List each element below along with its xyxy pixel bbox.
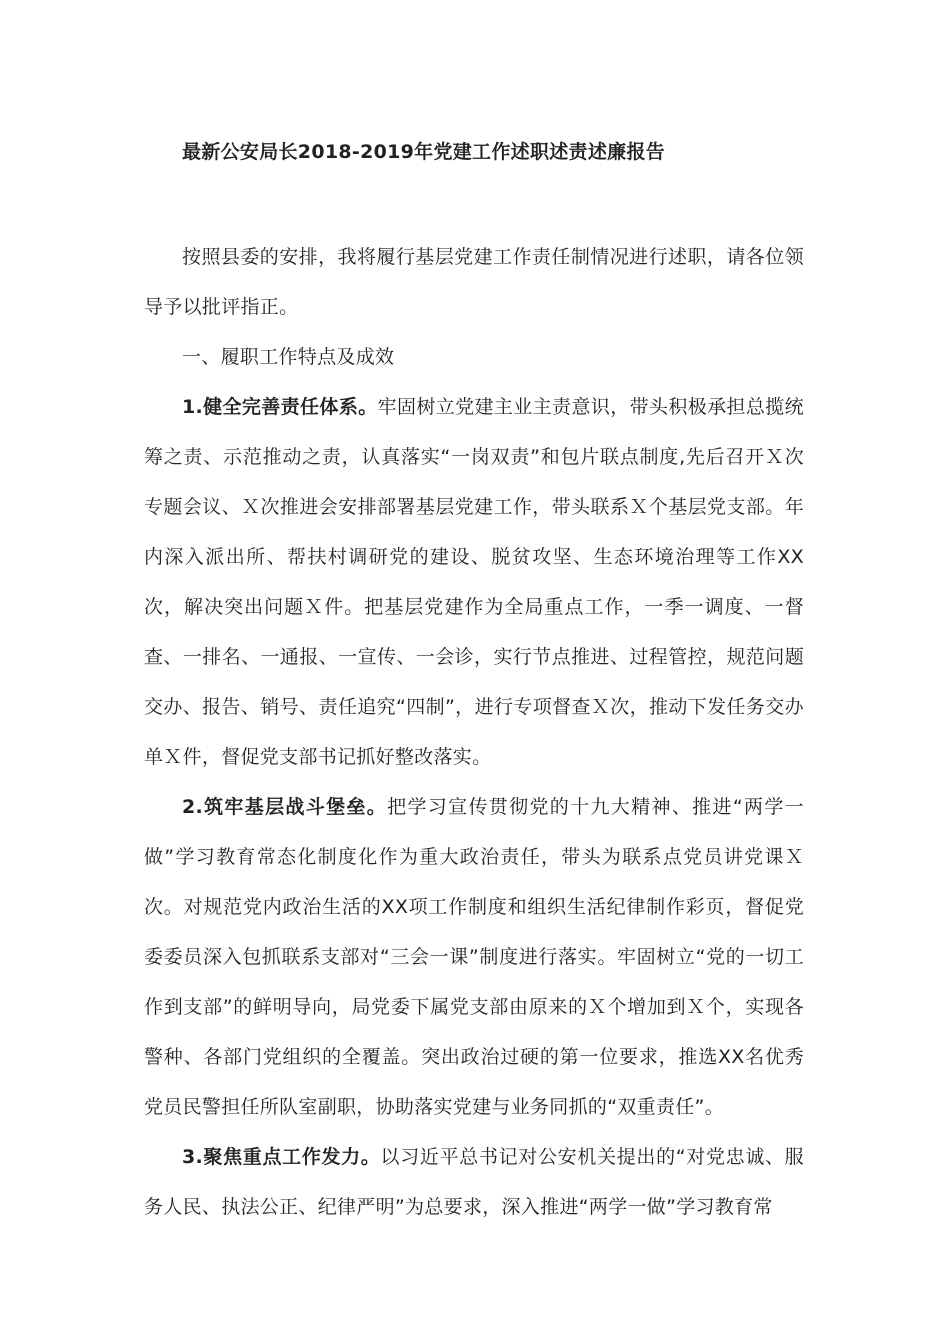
paragraph-2 [144, 782, 804, 1132]
paragraph-3-lead: 3.聚焦重点工作发力。 [182, 1146, 381, 1168]
intro-paragraph: 按照县委的安排，我将履行基层党建工作责任制情况进行述职，请各位领导予以批评指正。 [144, 246, 804, 318]
paragraph-2-text: 把学习宣传贯彻党的十九大精神、推进“两学一做”学习教育常态化制度化作为重大政治责任，带头为联系点党员讲党课Ｘ次。对规范党内政治生活的XX项工作制度和组织生活纪律制作彩页，督促党委委员深入包抓联系支部对“三会一课”制度进行落实。牢固树立“党的一切工作到支部”的鲜明导向，局党委下属党支部由原来的Ｘ个增加到Ｘ个，实现各警种、各部门党组织的全覆盖。突出政治过硬的第一位要求，推选XX名优秀党员民警担任所队室副职，协助落实党建与业务同抓的“双重责任”。 [144, 796, 804, 1118]
section-heading: 一、履职工作特点及成效 [182, 346, 395, 368]
paragraph-1-text: 牢固树立党建主业主责意识，带头积极承担总揽统筹之责、示范推动之责，认真落实“一岗双责”和包片联点制度,先后召开Ｘ次专题会议、Ｘ次推进会安排部署基层党建工作，带头联系Ｘ个基层党支部。年内深入派出所、帮扶村调研党的建设、脱贫攻坚、生态环境治理等工作XX次，解决突出问题Ｘ件。把基层党建作为全局重点工作，一季一调度、一督查、一排名、一通报、一宣传、一会诊，实行节点推进、过程管控，规范问题交办、报告、销号、责任追究“四制”，进行专项督查Ｘ次，推动下发任务交办单Ｘ件，督促党支部书记抓好整改落实。 [144, 396, 804, 768]
paragraph-2-lead: 2.筑牢基层战斗堡垒。 [182, 796, 388, 818]
document-title: 最新公安局长2018-2019年党建工作述职述责述廉报告 [182, 141, 666, 163]
paragraph-3-text: 以习近平总书记对公安机关提出的“对党忠诚、服务人民、执法公正、纪律严明”为总要求，深入推进“两学一做”学习教育常 [144, 1146, 804, 1218]
paragraph-3 [144, 1132, 804, 1232]
paragraph-1-lead: 1.健全完善责任体系。 [182, 396, 378, 418]
paragraph-1 [144, 382, 804, 782]
document-body [144, 232, 804, 1232]
